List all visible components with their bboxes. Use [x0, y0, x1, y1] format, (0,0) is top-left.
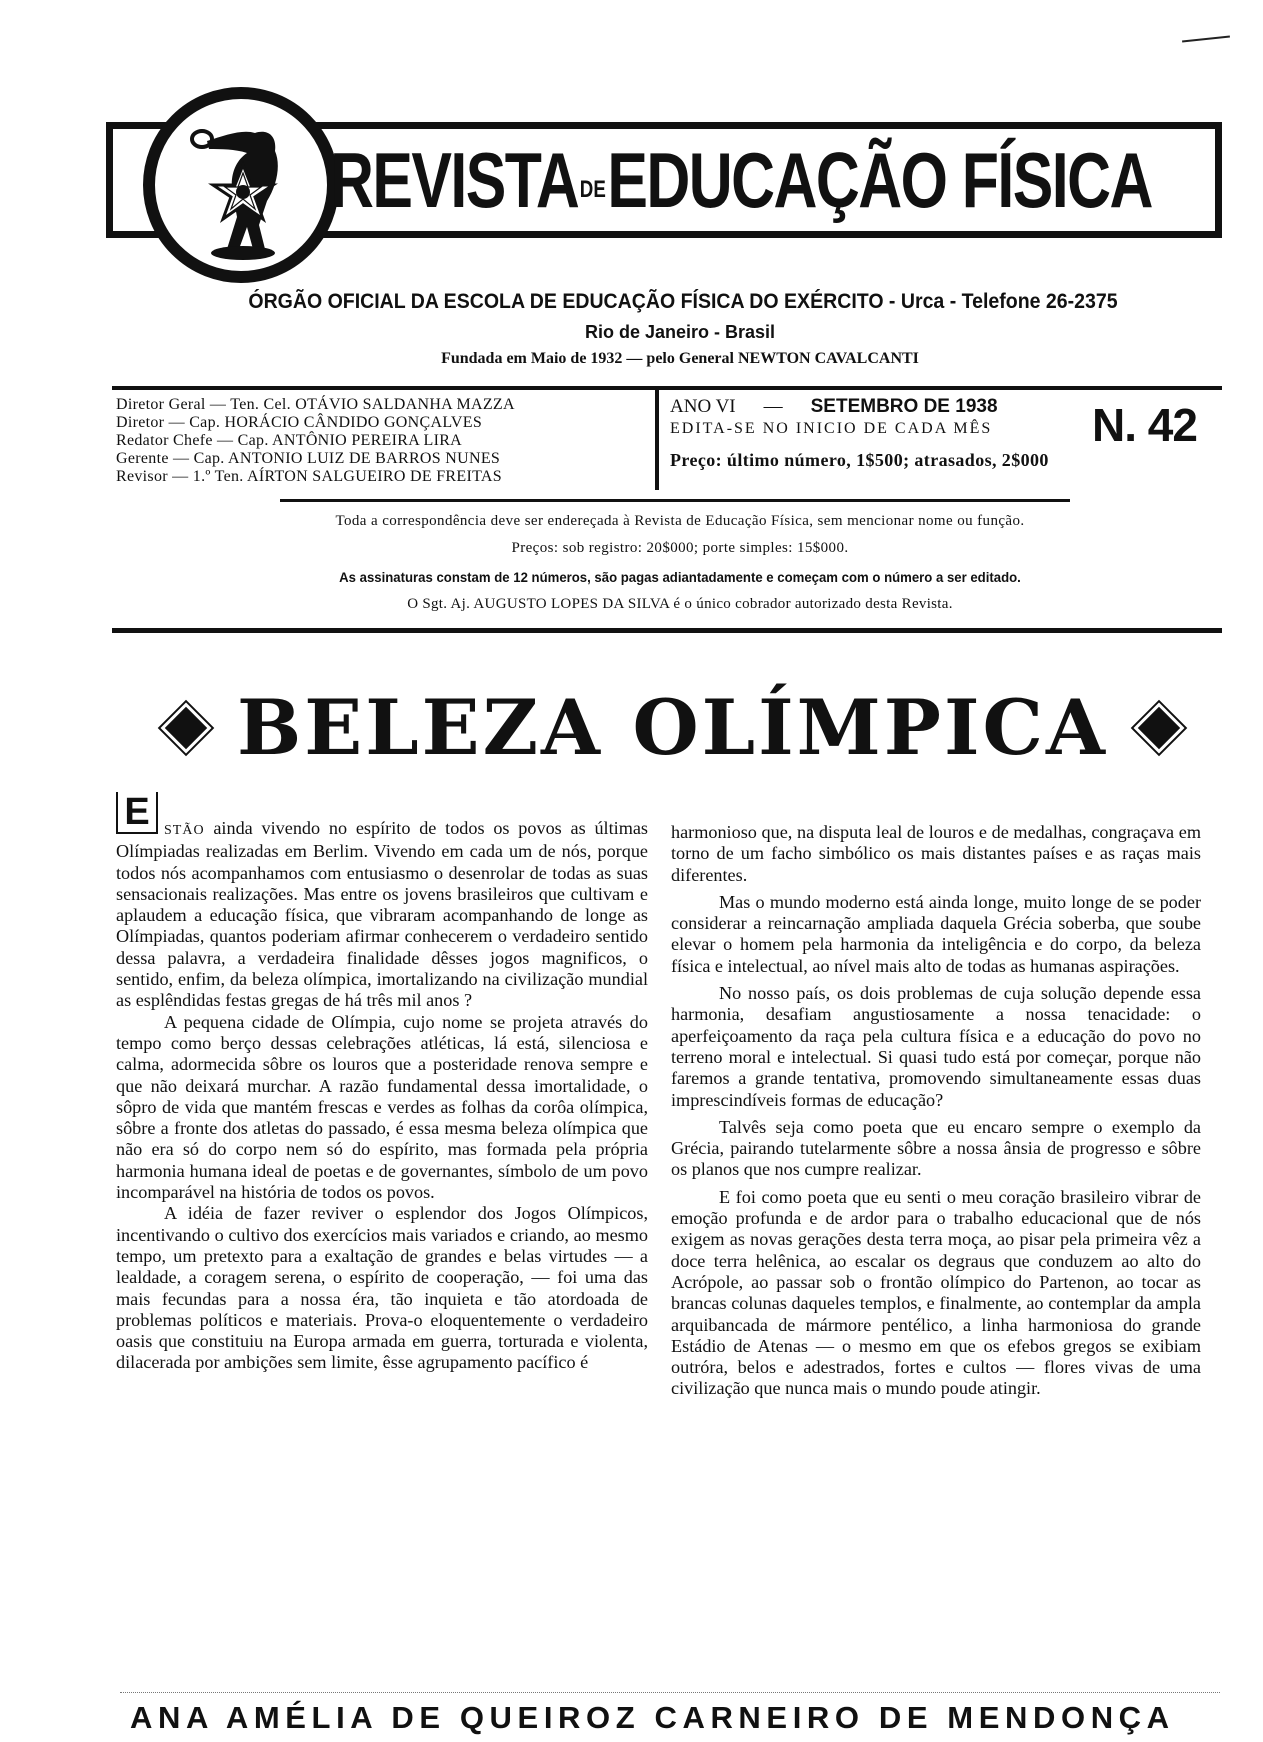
vertical-divider	[655, 390, 659, 490]
notice-subscriptions: As assinaturas constam de 12 números, são pagas adiantadamente e começam com o número a ser editado.	[339, 569, 1021, 585]
divider-rule	[280, 499, 1070, 502]
article-paragraph: Talvês seja como poeta que eu encaro sempre o exemplo da Grécia, pairando tutelarmente sôbre a nossa ânsia de progresso e sôbre os planos que nos cumpre realizar.	[671, 1116, 1201, 1180]
notice-collector: O Sgt. Aj. AUGUSTO LOPES DA SILVA é o único cobrador autorizado desta Revista.	[407, 596, 953, 612]
masthead-title	[330, 132, 1152, 228]
author-divider	[120, 1692, 1220, 1694]
article-paragraph: No nosso país, os dois problemas de cuja solução depende essa harmonia, desafiam angustiosamente a nossa tenacidade: o aperfeiçoamento da raça pela cultura física e a educação do povo no terreno moral e intelectual. Si quasi tudo está por começar, porque não faremos a grande tentativa, promovendo simultaneamente essas duas imprescindíveis formas de educação?	[671, 983, 1201, 1110]
drop-cap: E	[116, 792, 158, 834]
masthead-subtitle: ÓRGÃO OFICIAL DA ESCOLA DE EDUCAÇÃO FÍSICA DO EXÉRCITO - Urca - Telefone 26-2375	[248, 290, 1118, 313]
article-paragraph: E foi como poeta que eu senti o meu coração brasileiro vibrar de emoção profunda e de ardor para o trabalho educacional que de nós exigem as novas gerações desta terra moça, ao pisar pela primeira vêz a doce terra helênica, ao escalar os degraus que conduzem ao alto do Acrópole, ao passar sob o frontão olímpico do Partenon, ao tocar as brancas colunas daqueles templos, e finalmente, ao contemplar da ampla arquibancada de mármore pentélico, a linha harmoniosa do grande Estádio de Atenas — o mesmo em que os efebos gregos se exibiam outróra, belos e adestrados, fortes e cultos — flores vivas de uma civilização que nunca mais o mundo poude atingir.	[671, 1186, 1201, 1399]
title-de: DE	[579, 176, 606, 203]
masthead-logo	[143, 87, 339, 283]
article-paragraph: A pequena cidade de Olímpia, cujo nome se projeta através do tempo como berço dessas celebrações atléticas, lá está, silenciosa e calma, adormecida sôbre os louros que a posteridade renova sempre e que não deixará murchar. A razão fundamental dessa imortalidade, o sôpro de vida que mantém frescas e verdes as folhas da corôa olímpica, sôbre a fronte dos atletas do passado, é essa mesma beleza olímpica que não era só do corpo nem só do espírito, mas formada pela própria harmonia humana ideal de poetas e de governantes, símbolo de um povo incomparável na história de todos os povos.	[116, 1011, 648, 1203]
staff-list	[116, 396, 636, 486]
issue-info	[670, 396, 1225, 471]
staff-line: Redator Chefe — Cap. ANTÔNIO PEREIRA LIRA	[116, 432, 463, 449]
staff-line: Diretor — Cap. HORÁCIO CÂNDIDO GONÇALVES	[116, 414, 483, 431]
title-part1: REVISTA	[330, 135, 579, 224]
article-headline: BELEZA OLÍMPICA	[237, 683, 1108, 772]
paragraph-text: ainda vivendo no espírito de todos os povos as últimas Olímpiadas realizadas em Berlim. Vivendo em cada um de nós, porque todos nós acompanhamos com entusiasmo o desenrolar de todas as suas sensacionais realizações. Mas entre os jovens brasileiros que cultivam e aplaudem a educação física, que vibraram acompanhando de longe as Olímpiadas, quantos poderiam afirmar conhecerem o verdadeiro sentido dessa palavra, a verdadeira finalidade dêsses jogos magnificos, o sentido, enfim, da beleza olímpica, imortalizando na civilização mundial as esplêndidas festas gregas de há três mil anos ?	[116, 818, 648, 1011]
discus-thrower-star-icon	[155, 99, 327, 271]
divider-rule	[112, 628, 1222, 633]
issue-year: ANO VI	[670, 396, 736, 417]
diamond-ornament-icon	[1138, 707, 1180, 749]
issue-price: Preço: último número, 1$500; atrasados, 2$000	[670, 450, 1049, 470]
article-paragraph: harmonioso que, na disputa leal de louros e de medalhas, congraçava em torno de um facho simbólico os mais distantes países e as raças mais diferentes.	[671, 822, 1201, 885]
masthead-founded: Fundada em Maio de 1932 — pelo General NEWTON CAVALCANTI	[441, 350, 919, 367]
notice-prices: Preços: sob registro: 20$000; porte simples: 15$000.	[511, 540, 849, 556]
article-author: ANA AMÉLIA DE QUEIROZ CARNEIRO DE MENDONÇA	[130, 1700, 1175, 1735]
issue-number: N. 42	[1092, 399, 1197, 451]
article-paragraph: Mas o mundo moderno está ainda longe, muito longe de se poder considerar a reincarnação ampliada daquela Grécia soberba, que soube elevar o homem pela harmonia da inteligência e do corpo, da beleza física e intelectual, ao nível mais alto de todas as humanas aspirações.	[671, 891, 1201, 976]
issue-date: SETEMBRO DE 1938	[810, 396, 998, 417]
issue-frequency: EDITA-SE NO INICIO DE CADA MÊS	[670, 420, 993, 437]
issue-separator: —	[763, 396, 783, 417]
article-column-right	[671, 822, 1201, 1400]
article-paragraph: A idéia de fazer reviver o esplendor dos Jogos Olímpicos, incentivando o cultivo dos exercícios mais variados e criando, ao mesmo tempo, um pretexto para a exaltação de grandes e belas virtudes — a lealdade, a coragem serena, o espírito de cooperação, — foi uma das mais fecundas para a nossa éra, tão inquieta e tão atordoada de problemas políticos e materiais. Prova-o eloquentemente o verdadeiro oasis que constituiu na Europa armada em guerra, torturada e violenta, dilacerada por ambições sem limite, êsse agrupamento pacífico é	[116, 1203, 648, 1373]
title-part2: EDUCAÇÃO FÍSICA	[607, 135, 1152, 224]
masthead-location: Rio de Janeiro - Brasil	[584, 322, 776, 342]
article-headline-row	[120, 683, 1225, 772]
notice-correspondence: Toda a correspondência deve ser endereçada à Revista de Educação Física, sem mencionar nome ou função.	[335, 513, 1025, 529]
stray-pen-mark	[1182, 35, 1230, 42]
article-column-left	[116, 791, 648, 1374]
staff-line: Diretor Geral — Ten. Cel. OTÁVIO SALDANHA MAZZA	[116, 396, 515, 413]
staff-line: Gerente — Cap. ANTONIO LUIZ DE BARROS NUNES	[116, 450, 501, 467]
diamond-ornament-icon	[165, 707, 207, 749]
divider-rule	[112, 386, 1222, 390]
first-word: STÃO	[164, 823, 205, 838]
article-paragraph	[116, 791, 648, 1012]
staff-line: Revisor — 1.º Ten. AÍRTON SALGUEIRO DE FREITAS	[116, 468, 502, 485]
